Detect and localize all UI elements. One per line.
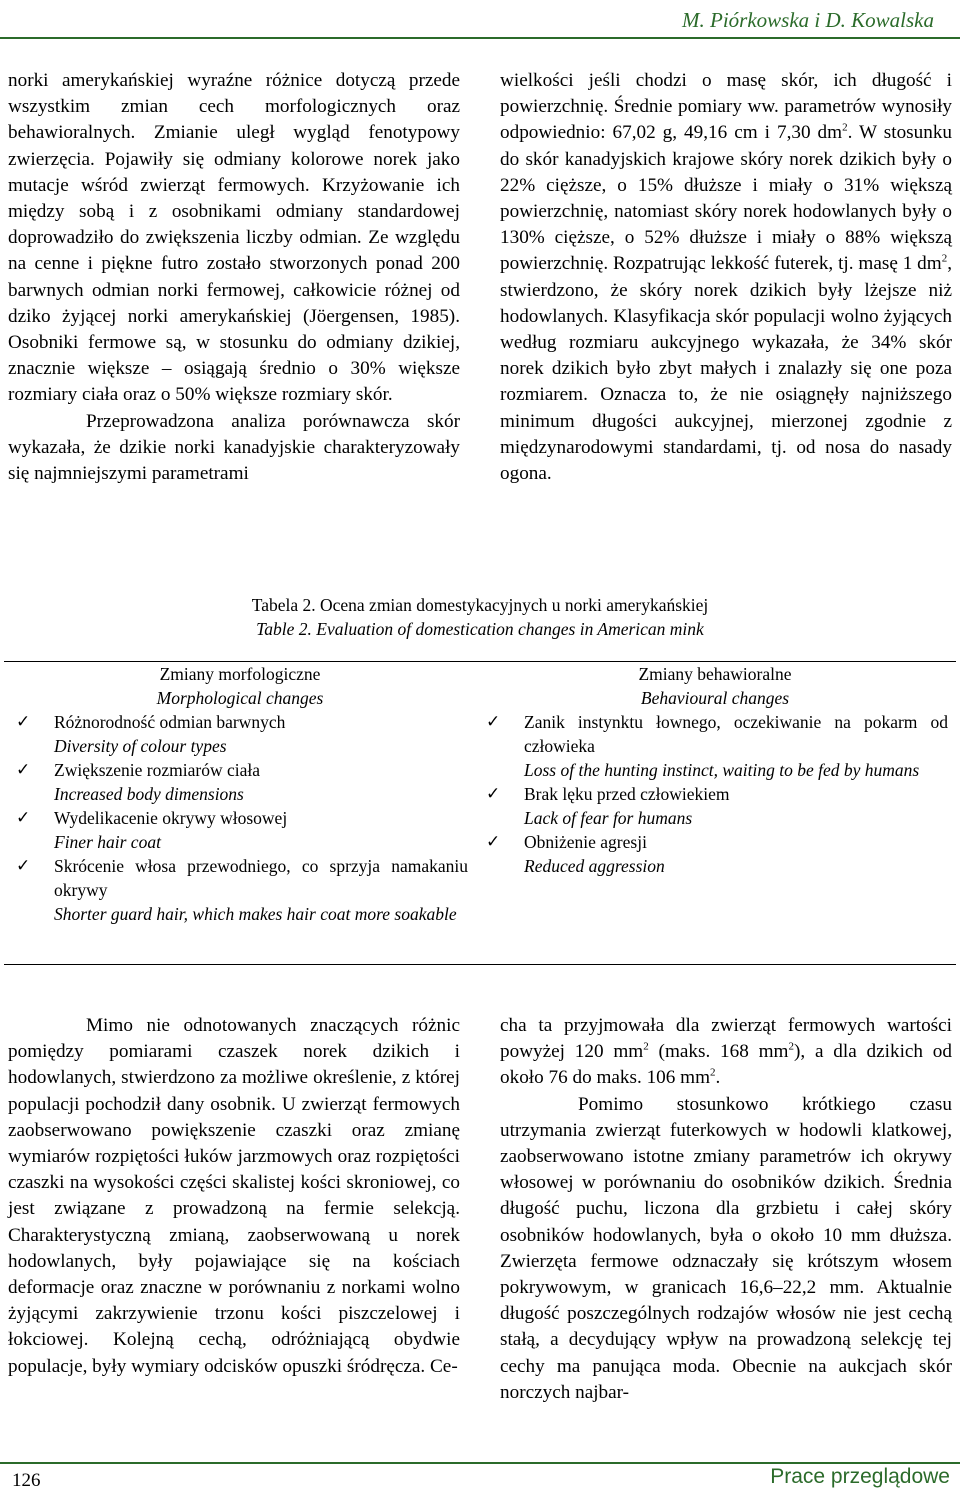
table-item bbox=[12, 710, 468, 758]
checkmark-icon: ✓ bbox=[486, 832, 501, 852]
section-label: Prace przeglądowe bbox=[770, 1465, 950, 1488]
paragraph: Przeprowadzona analiza porównawcza skór wykazała, że dzikie norki kanadyjskie charakteryzowały się najmniejszymi parametrami bbox=[8, 410, 460, 485]
paragraph bbox=[500, 68, 952, 487]
item-en: Finer hair coat bbox=[54, 832, 161, 852]
checkmark-icon: ✓ bbox=[486, 712, 501, 732]
heading-pl: Zmiany behawioralne bbox=[638, 664, 792, 684]
bottom-left-column bbox=[8, 1013, 460, 1380]
table-item bbox=[482, 782, 948, 830]
superscript: 2 bbox=[710, 1067, 716, 1080]
item-pl: Zwiększenie rozmiarów ciała bbox=[54, 760, 261, 780]
paragraph: norki amerykańskiej wyraźne różnice dotyczą przede wszystkim zmian cech morfologicznych oraz behawioralnych. Zmianie uległ wygląd fenotypowy zwierzęcia. Pojawiły się odmiany kolorowe norek jako mutacje wśród zwierząt fermowych. Krzyżowanie ich między sobą i z osobnikami odmiany standardowej doprowadziło do zwiększenia liczby odmian. Ze względu na cenne i piękne futro zostało stworzonych ponad 200 barwnych odmian norki fermowej, całkowicie różnej od dziko żyjącej norki amerykańskiej (Jöergensen, 1985). Osobniki fermowe są, w stosunku do odmiany dzikiej, znacznie większe – osiągają średnio o 30% większe rozmiary ciała oraz o 50% większe rozmiary skór. bbox=[8, 70, 460, 406]
item-pl: Wydelikacenie okrywy włosowej bbox=[54, 808, 288, 828]
table-caption-en: Table 2. Evaluation of domestication changes in American mink bbox=[256, 619, 704, 639]
table-item bbox=[12, 758, 468, 806]
table-item bbox=[482, 710, 948, 782]
text-run: wielkości jeśli chodzi o masę skór, ich długość i powierzchnię. Średnie pomiary ww. parametrów wynosiły odpowiednio: 67,02 g, 49,16 cm i 7,30 dm bbox=[500, 70, 952, 144]
superscript: 2 bbox=[788, 1040, 794, 1053]
superscript: 2 bbox=[842, 122, 848, 135]
item-pl: Różnorodność odmian barwnych bbox=[54, 712, 286, 732]
paragraph: Mimo nie odnotowanych znaczących różnic pomiędzy pomiarami czaszek norek dzikich i hodowlanych, stwierdzono za możliwe określenie, z której populacji pochodził dany osobnik. U zwierząt fermowych zaobserwowano powiększenie czaszki oraz zmianę wymiarów rozpiętości łuków jarzmowych oraz rozpiętości czaszki na wysokości części skalistej kości skroniowej, co jest związane z prowadzoną na fermie selekcją. Charakterystyczną zmianą, zaobserwowaną u norek hodowlanych, były pojawiające się na kościach deformacje oraz znaczne w porównaniu z norkami wolno żyjącymi zakrzywienie trzonu kości piszczelowej i łokciowej. Kolejną cechą, odróżniającą obydwie populacje, były wymiary odcisków opuszki śródręcza. Ce- bbox=[8, 1015, 460, 1377]
text-run: , stwierdzono, że skóry norek dzikich były lżejsze niż hodowlanych. Klasyfikacja skór populacji wolno żyjących według rozmiaru aukcyjnego wykazała, że 34% skór norek dzikich było zbyt małych i znalazły się one poza rozmiarem. Oznacza to, że nie osiągnęły najniższego minimum długości aukcyjnej, mierzonej zgodnie z międzynarodowymi standardami, tj. od nosa do nasady ogona. bbox=[500, 253, 952, 485]
table-item bbox=[12, 854, 468, 926]
top-right-column bbox=[500, 68, 952, 487]
page-header bbox=[0, 0, 960, 38]
item-en: Shorter guard hair, which makes hair coat more soakable bbox=[54, 904, 457, 924]
paragraph bbox=[500, 1013, 952, 1092]
superscript: 2 bbox=[941, 253, 948, 266]
superscript: 2 bbox=[643, 1040, 649, 1053]
text-run: (maks. 168 mm bbox=[648, 1041, 789, 1063]
item-en: Increased body dimensions bbox=[54, 784, 244, 804]
paragraph: Pomimo stosunkowo krótkiego czasu utrzymania zwierząt futerkowych w hodowli klatkowej, zaobserwowano istotne zmiany parametrów ich okrywy włosowej w porównaniu do osobników dzikich. Średnia długość puchu, liczona dla grzbietu i całej skóry osobników hodowlanych, była o około 10 mm dłuższa. Zwierzęta fermowe odznaczały się krótszym włosem pokrywowym, w granicach 16,6–22,2 mm. Aktualnie długość poszczególnych rodzajów włosów nie jest cechą stałą, a decydujący wpływ na prowadzoną selekcję tej cechy ma panująca moda. Obecnie na aukcjach skór norczych najbar- bbox=[500, 1093, 952, 1403]
text-run: cha ta przyjmowała dla zwierząt fermowych wartości powyżej 120 mm bbox=[500, 1015, 952, 1063]
heading-en: Behavioural changes bbox=[640, 688, 790, 708]
text-run: ), a dla dzikich od około 76 do maks. 106 mm bbox=[500, 1041, 952, 1089]
table-caption-pl: Tabela 2. Ocena zmian domestykacyjnych u norki amerykańskiej bbox=[251, 595, 709, 615]
header-rule bbox=[0, 37, 960, 39]
checkmark-icon: ✓ bbox=[16, 856, 31, 876]
bottom-right-column bbox=[500, 1013, 952, 1406]
top-left-column bbox=[8, 68, 460, 487]
table-item bbox=[482, 830, 948, 878]
table-column-morphological bbox=[12, 662, 468, 926]
page-number: 126 bbox=[12, 1470, 41, 1491]
footer-rule bbox=[0, 1462, 960, 1464]
item-pl: Obniżenie agresji bbox=[524, 832, 647, 852]
column-heading bbox=[482, 662, 948, 710]
heading-en: Morphological changes bbox=[156, 688, 324, 708]
domestication-table bbox=[4, 661, 956, 965]
table-item bbox=[12, 806, 468, 854]
item-pl: Brak lęku przed człowiekiem bbox=[524, 784, 730, 804]
heading-pl: Zmiany morfologiczne bbox=[159, 664, 321, 684]
item-pl: Zanik instynktu łownego, oczekiwanie na pokarm od człowieka bbox=[524, 712, 948, 756]
checkmark-icon: ✓ bbox=[16, 712, 31, 732]
column-heading bbox=[12, 662, 468, 710]
item-pl: Skrócenie włosa przewodniego, co sprzyja namakaniu okrywy bbox=[54, 856, 468, 900]
checkmark-icon: ✓ bbox=[486, 784, 501, 804]
text-run: . bbox=[715, 1067, 721, 1089]
running-head-authors: M. Piórkowska i D. Kowalska bbox=[682, 8, 934, 32]
item-en: Lack of fear for humans bbox=[524, 808, 693, 828]
checkmark-icon: ✓ bbox=[16, 808, 31, 828]
item-en: Loss of the hunting instinct, waiting to be fed by humans bbox=[524, 760, 920, 780]
text-run: . W stosunku do skór kanadyjskich krajowe skóry norek dzikich były o 22% cięższe, o 15% dłuższe i miały o 31% większą powierzchnię, natomiast skóry norek hodowlanych były o 130% cięższe, o 52% dłuższe i miały o 88% większą powierzchnię. Rozpatrując lekkość futerek, tj. masę 1 dm bbox=[500, 122, 953, 275]
table-column-behavioural bbox=[482, 662, 948, 878]
item-en: Reduced aggression bbox=[524, 856, 665, 876]
checkmark-icon: ✓ bbox=[16, 760, 31, 780]
item-en: Diversity of colour types bbox=[54, 736, 227, 756]
